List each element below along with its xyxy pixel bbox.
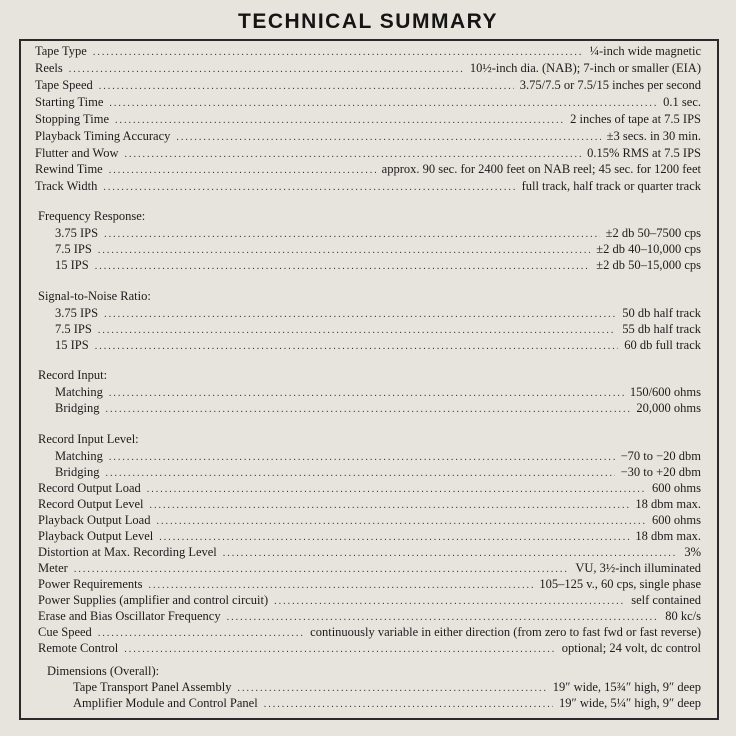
spec-value: 19″ wide, 15¾″ high, 9″ deep — [552, 680, 701, 694]
section-heading-record-input: Record Input: — [38, 368, 108, 382]
spec-label: Tape Transport Panel Assembly — [73, 680, 232, 694]
spec-value: 10½-inch dia. (NAB); 7-inch or smaller (EIA) — [469, 61, 701, 75]
spec-value: VU, 3½-inch illuminated — [575, 561, 701, 575]
spec-label: Tape Type — [35, 44, 87, 58]
spec-value: 50 db half track — [622, 306, 701, 320]
spec-label: 3.75 IPS — [55, 226, 99, 240]
spec-row — [38, 624, 701, 640]
spec-row — [73, 695, 701, 711]
leader-dots — [69, 62, 464, 78]
spec-value: 60 db full track — [624, 338, 701, 352]
leader-dots — [105, 402, 630, 418]
spec-value: ±2 db 40–10,000 cps — [596, 242, 701, 256]
spec-label: Bridging — [55, 465, 100, 479]
leader-dots — [264, 697, 553, 713]
spec-row — [35, 161, 701, 177]
leader-dots — [95, 259, 591, 275]
spec-row — [35, 94, 701, 110]
spec-row — [35, 178, 701, 194]
spec-row — [55, 241, 701, 257]
section-heading-dimensions: Dimensions (Overall): — [47, 664, 160, 678]
spec-label: 3.75 IPS — [55, 306, 99, 320]
spec-label: Track Width — [35, 179, 98, 193]
spec-label: Erase and Bias Oscillator Frequency — [38, 609, 221, 623]
leader-dots — [109, 163, 376, 179]
spec-label: 7.5 IPS — [55, 242, 92, 256]
spec-label: Playback Output Load — [38, 513, 151, 527]
spec-value: 18 dbm max. — [635, 497, 701, 511]
spec-label: Matching — [55, 385, 103, 399]
spec-row — [55, 384, 701, 400]
spec-value: 20,000 ohms — [636, 401, 701, 415]
spec-label: Matching — [55, 449, 103, 463]
spec-row — [55, 400, 701, 416]
spec-row — [38, 544, 701, 560]
spec-value: approx. 90 sec. for 2400 feet on NAB reel; 45 sec. for 1200 feet — [381, 162, 701, 176]
spec-value: ¼-inch wide magnetic — [589, 44, 701, 58]
spec-label: Power Requirements — [38, 577, 143, 591]
spec-label: 15 IPS — [55, 258, 89, 272]
section-heading-frequency: Frequency Response: — [38, 209, 146, 223]
leader-dots — [99, 79, 514, 95]
spec-label: Stopping Time — [35, 112, 109, 126]
spec-value: ±3 secs. in 30 min. — [606, 129, 701, 143]
leader-dots — [93, 45, 584, 61]
spec-row — [55, 305, 701, 321]
spec-value: optional; 24 volt, dc control — [561, 641, 701, 655]
spec-row — [35, 77, 701, 93]
spec-value: 105–125 v., 60 cps, single phase — [539, 577, 701, 591]
spec-value: 55 db half track — [622, 322, 701, 336]
spec-row — [38, 576, 701, 592]
spec-row — [55, 225, 701, 241]
spec-row — [38, 560, 701, 576]
spec-value: ±2 db 50–7500 cps — [605, 226, 701, 240]
spec-label: Reels — [35, 61, 63, 75]
spec-value: 150/600 ohms — [629, 385, 701, 399]
spec-value: −70 to −20 dbm — [620, 449, 701, 463]
page-title: TECHNICAL SUMMARY — [238, 10, 498, 33]
spec-value: 80 kc/s — [665, 609, 701, 623]
spec-value: 18 dbm max. — [635, 529, 701, 543]
spec-row — [55, 337, 701, 353]
spec-row — [38, 608, 701, 624]
spec-row — [38, 480, 701, 496]
spec-row — [35, 60, 701, 76]
section-heading-signal-to-noise: Signal-to-Noise Ratio: — [38, 289, 151, 303]
spec-row — [35, 111, 701, 127]
spec-value: ±2 db 50–15,000 cps — [596, 258, 701, 272]
spec-label: Power Supplies (amplifier and control circuit) — [38, 593, 269, 607]
spec-label: Record Output Level — [38, 497, 144, 511]
spec-row — [35, 145, 701, 161]
spec-row — [38, 528, 701, 544]
leader-dots — [95, 339, 619, 355]
spec-label: 7.5 IPS — [55, 322, 92, 336]
spec-row — [35, 128, 701, 144]
spec-label: Amplifier Module and Control Panel — [73, 696, 258, 710]
spec-value: 0.1 sec. — [663, 95, 701, 109]
spec-row — [55, 321, 701, 337]
spec-label: Starting Time — [35, 95, 104, 109]
spec-row — [38, 496, 701, 512]
spec-label: Flutter and Wow — [35, 146, 119, 160]
spec-value: 600 ohms — [652, 481, 701, 495]
spec-row — [35, 43, 701, 59]
leader-dots — [124, 642, 556, 658]
spec-value: 3.75/7.5 or 7.5/15 inches per second — [519, 78, 701, 92]
spec-label: Cue Speed — [38, 625, 92, 639]
spec-label: 15 IPS — [55, 338, 89, 352]
spec-row — [55, 464, 701, 480]
spec-label: Remote Control — [38, 641, 119, 655]
spec-value: 19″ wide, 5¼″ high, 9″ deep — [559, 696, 701, 710]
spec-label: Distortion at Max. Recording Level — [38, 545, 217, 559]
spec-label: Rewind Time — [35, 162, 103, 176]
spec-value: self contained — [631, 593, 701, 607]
spec-value: 2 inches of tape at 7.5 IPS — [570, 112, 701, 126]
spec-label: Playback Timing Accuracy — [35, 129, 171, 143]
spec-row — [55, 448, 701, 464]
spec-value: full track, half track or quarter track — [521, 179, 701, 193]
spec-label: Tape Speed — [35, 78, 93, 92]
spec-value: 0.15% RMS at 7.5 IPS — [587, 146, 701, 160]
spec-value: 600 ohms — [652, 513, 701, 527]
section-heading-record-input-level: Record Input Level: — [38, 432, 139, 446]
spec-row — [55, 257, 701, 273]
spec-label: Record Output Load — [38, 481, 141, 495]
leader-dots — [176, 130, 600, 146]
spec-label: Meter — [38, 561, 68, 575]
leader-dots — [103, 180, 515, 196]
spec-value: −30 to +20 dbm — [620, 465, 701, 479]
spec-label: Bridging — [55, 401, 100, 415]
leader-dots — [115, 113, 564, 129]
spec-label: Playback Output Level — [38, 529, 154, 543]
spec-value: continuously variable in either direction (from zero to fast fwd or fast reverse) — [310, 625, 701, 639]
spec-row — [38, 512, 701, 528]
spec-row — [38, 592, 701, 608]
spec-row — [73, 679, 701, 695]
spec-row — [38, 640, 701, 656]
leader-dots — [109, 96, 657, 112]
spec-value: 3% — [684, 545, 701, 559]
